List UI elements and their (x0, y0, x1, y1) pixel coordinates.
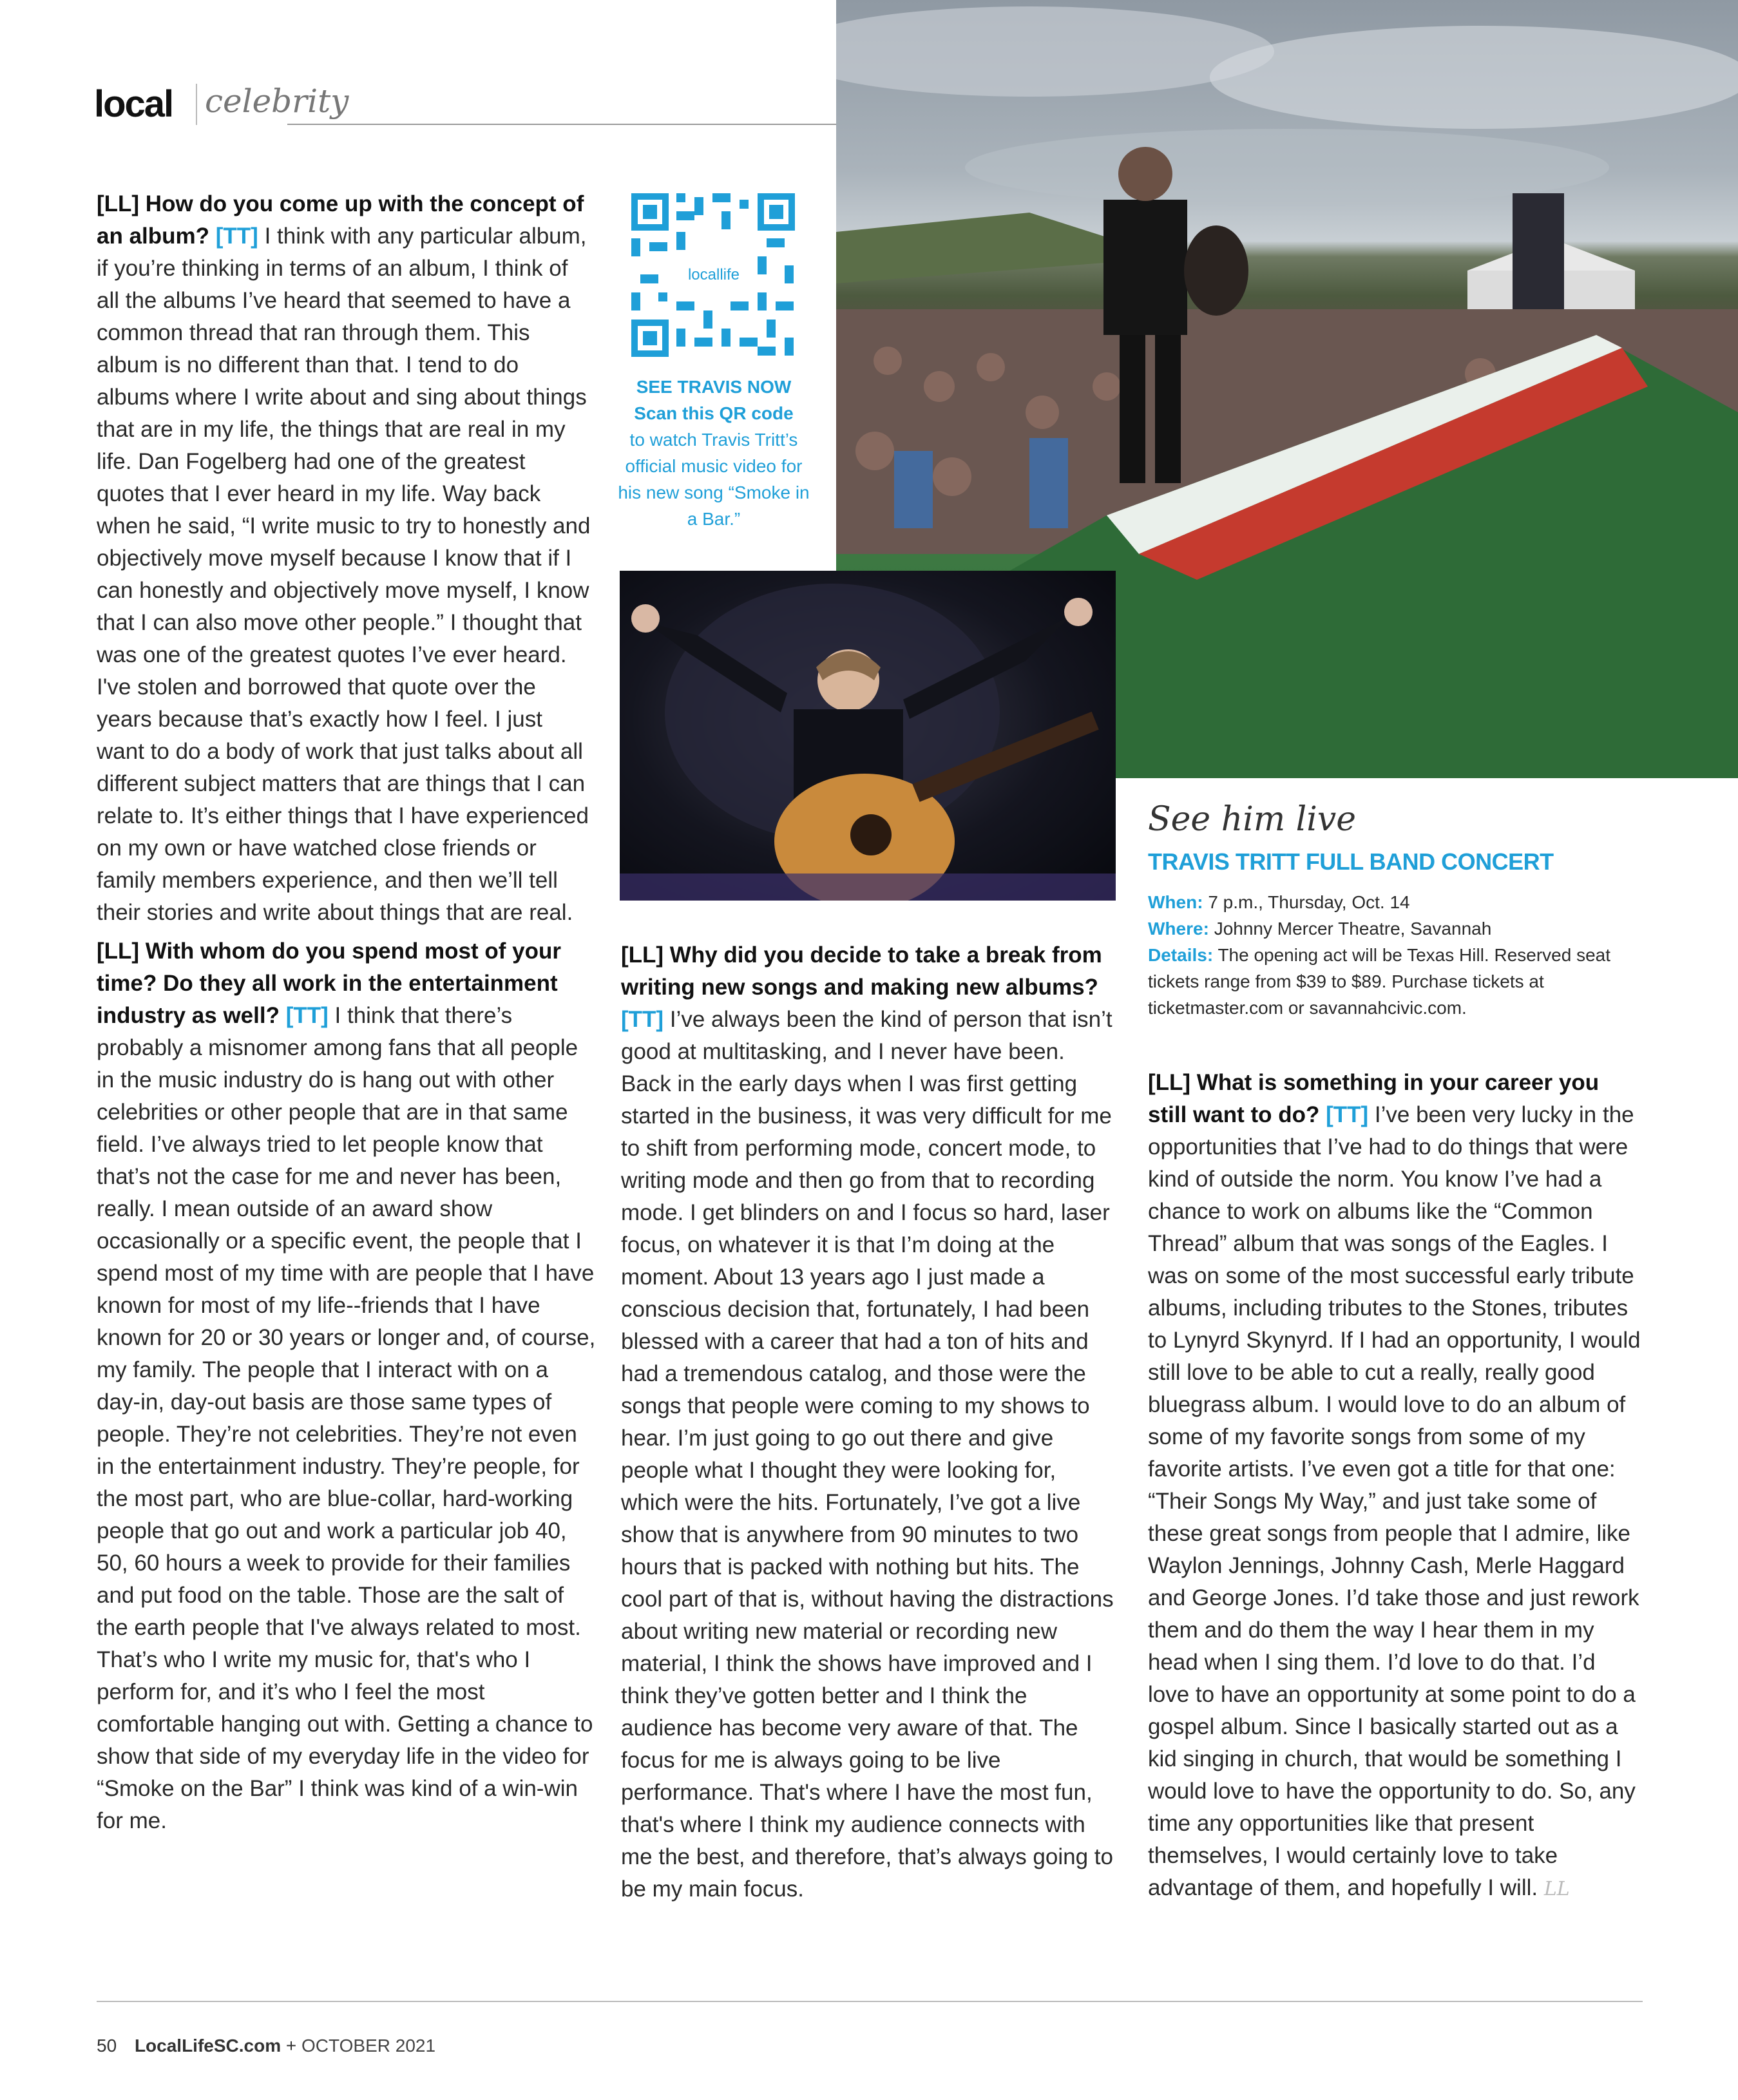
article-sign-off: LL (1543, 1878, 1570, 1900)
page-footer (97, 2036, 435, 2056)
interview-answer: I’ve been very lucky in the opportunities that I’ve had to do things that were kind of outside the norm. You know I’ve had a chance to work on albums like the “Common Thread” album that was songs of the Eagles. I was on some of the most successful early tribute albums, including tributes to the Stones, tributes to Lynyrd Skynyrd. If I had an opportunity, I would still love to be able to cut a really, really good bluegrass album. I would love to do an album of some of my favorite songs from some of my favorite artists. I’ve even got a title for that one: “Their Songs My Way,” and just take some of these great songs from people that I admire, like Waylon Jennings, Johnny Cash, Merle Haggard and George Jones. I’d take those and just rework them and do them the way I hear them in my head when I sing them. I’d love to do that. I’d love to have an opportunity at some point to do a gospel album. Since I basically started out as a kid singing in church, that would be something I would love to have the opportunity to do. So, any time any opportunities like that present themselves, I would certainly love to take advantage of them, and hopefully I will. (1148, 1102, 1641, 1900)
event-details (1148, 889, 1638, 1021)
interview-question: [LL] How do you come up with the concept of an album? (97, 191, 584, 249)
page-number: 50 (97, 2036, 117, 2056)
section-divider (196, 84, 197, 125)
event-when (1148, 889, 1638, 915)
event-details-label: Details: (1148, 945, 1214, 965)
answer-tag: [TT] (285, 1003, 329, 1028)
event-where-value: Johnny Mercer Theatre, Savannah (1214, 919, 1492, 939)
qr-caption-headline: SEE TRAVIS NOW (636, 377, 792, 397)
article-column-1 (97, 188, 596, 1844)
event-when-label: When: (1148, 892, 1203, 912)
event-title: TRAVIS TRITT FULL BAND CONCERT (1148, 848, 1554, 875)
interview-question: [LL] Why did you decide to take a break from writing new songs and making new albums? (621, 942, 1102, 1000)
qr-logo-text: locallife (687, 266, 740, 283)
footer-rule (97, 2001, 1643, 2002)
answer-tag: [TT] (621, 1007, 664, 1032)
qr-caption (612, 374, 816, 532)
interview-answer: I’ve always been the kind of person that isn’t good at multitasking, and I never have been. Back in the early days when I was first getting started in the business, it was very difficult for me to shift from performing mode, concert mode, to writing mode and then go from that to recording mode. I get blinders on and I focus so hard, laser focus, on whatever it is that I’m doing at the moment. About 13 years ago I just made a conscious decision that, fortunately, I had been blessed with a career that had a ton of hits and had a tremendous catalog, and those were the songs that people were coming to my shows to hear. I’m just going to go out there and give people what I thought they were looking for, which were the hits. Fortunately, I’ve got a live show that is anywhere from 90 minutes to two hours that is packed with nothing but hits. The cool part of that is, without having the distractions about writing new material or recording new material, I think the shows have improved and I think they’ve gotten better and I think the audience has become very aware of that. The focus for me is always going to be live performance. That's where I have the most fun, that's where I think my audience connects with me the best, and therefore, that’s always going to be my main focus. (621, 1007, 1114, 1902)
event-sidebar (1148, 799, 1638, 1021)
event-details-row (1148, 942, 1638, 1021)
event-where-label: Where: (1148, 919, 1209, 939)
interview-answer: I think with any particular album, if you’re thinking in terms of an album, I think of all the albums I’ve heard that seemed to have a common thread that ran through them. This album is no different than that. I tend to do albums where I write about and sing about things that are in my life, the things that are real in my life. Dan Fogelberg had one of the greatest quotes that I ever heard in my life. Way back when he said, “I write music to try to honestly and objectively move myself because I know that if I can honestly and objectively move myself, I know that I can also move other people.” I thought that was one of the greatest quotes I’ve ever heard. I've stolen and borrowed that quote over the years because that’s exactly how I feel. I just want to do a body of work that just talks about all different subject matters that are things that I can relate to. It’s either things that I have experienced on my own or have watched close friends or family members experience, and then we’ll tell their stories and write about things that are real. (97, 224, 591, 925)
event-where (1148, 915, 1638, 942)
article-column-3 (1148, 1067, 1643, 1912)
qa-paragraph (621, 939, 1116, 1905)
footer-separator: + (285, 2036, 297, 2056)
footer-site-link[interactable]: LocalLifeSC.com (134, 2036, 282, 2056)
qa-paragraph (97, 935, 596, 1837)
answer-tag: [TT] (1326, 1102, 1369, 1127)
performer-guitar-photo (620, 571, 1116, 901)
interview-answer: I think that there’s probably a misnomer among fans that all people in the music industry do is hang out with other celebrities or other people that are in that same field. I’ve always tried to let people know that that’s not the case for me and never has been, really. I mean outside of an award show occasionally or a specific event, the people that I spend most of my time with are people that I have known for most of my life--friends that I have known for 20 or 30 years or longer and, of course, my family. The people that I interact with on a day-in, day-out basis are those same types of people. They’re not celebrities. They’re not even in the entertainment industry. They’re people, for the most part, who are blue-collar, hard-working people that go out and work a particular job 40, 50, 60 hours a week to provide for their families and put food on the table. Those are the salt of the earth people that I've always related to most. That’s who I write my music for, that's who I perform for, and it’s who I feel the most comfortable hanging out with. Getting a chance to show that side of my everyday life in the video for “Smoke on the Bar” I think was kind of a win-win for me. (97, 1003, 596, 1833)
interview-question: [LL] What is something in your career you still want to do? (1148, 1070, 1600, 1127)
qr-code[interactable] (631, 193, 795, 357)
section-category: celebrity (205, 82, 349, 120)
event-when-value: 7 p.m., Thursday, Oct. 14 (1208, 892, 1410, 912)
section-brand: local (94, 83, 173, 125)
qr-caption-description: to watch Travis Tritt’s official music video for his new song “Smoke in a Bar.” (618, 430, 810, 529)
event-kicker: See him live (1148, 800, 1357, 839)
event-details-value: The opening act will be Texas Hill. Reserved seat tickets range from $39 to $89. Purchase tickets at ticketmaster.com or savannahcivic.com. (1148, 945, 1611, 1018)
answer-tag: [TT] (215, 224, 258, 249)
section-header (94, 77, 836, 129)
article-column-2 (621, 939, 1116, 1912)
qa-paragraph (97, 188, 596, 929)
interview-question: [LL] With whom do you spend most of your time? Do they all work in the entertainment industry as well? (97, 939, 562, 1028)
qa-paragraph (1148, 1067, 1643, 1905)
section-rule (287, 124, 836, 125)
footer-issue-date: OCTOBER 2021 (301, 2036, 436, 2056)
qr-caption-instruction: Scan this QR code (634, 403, 794, 423)
